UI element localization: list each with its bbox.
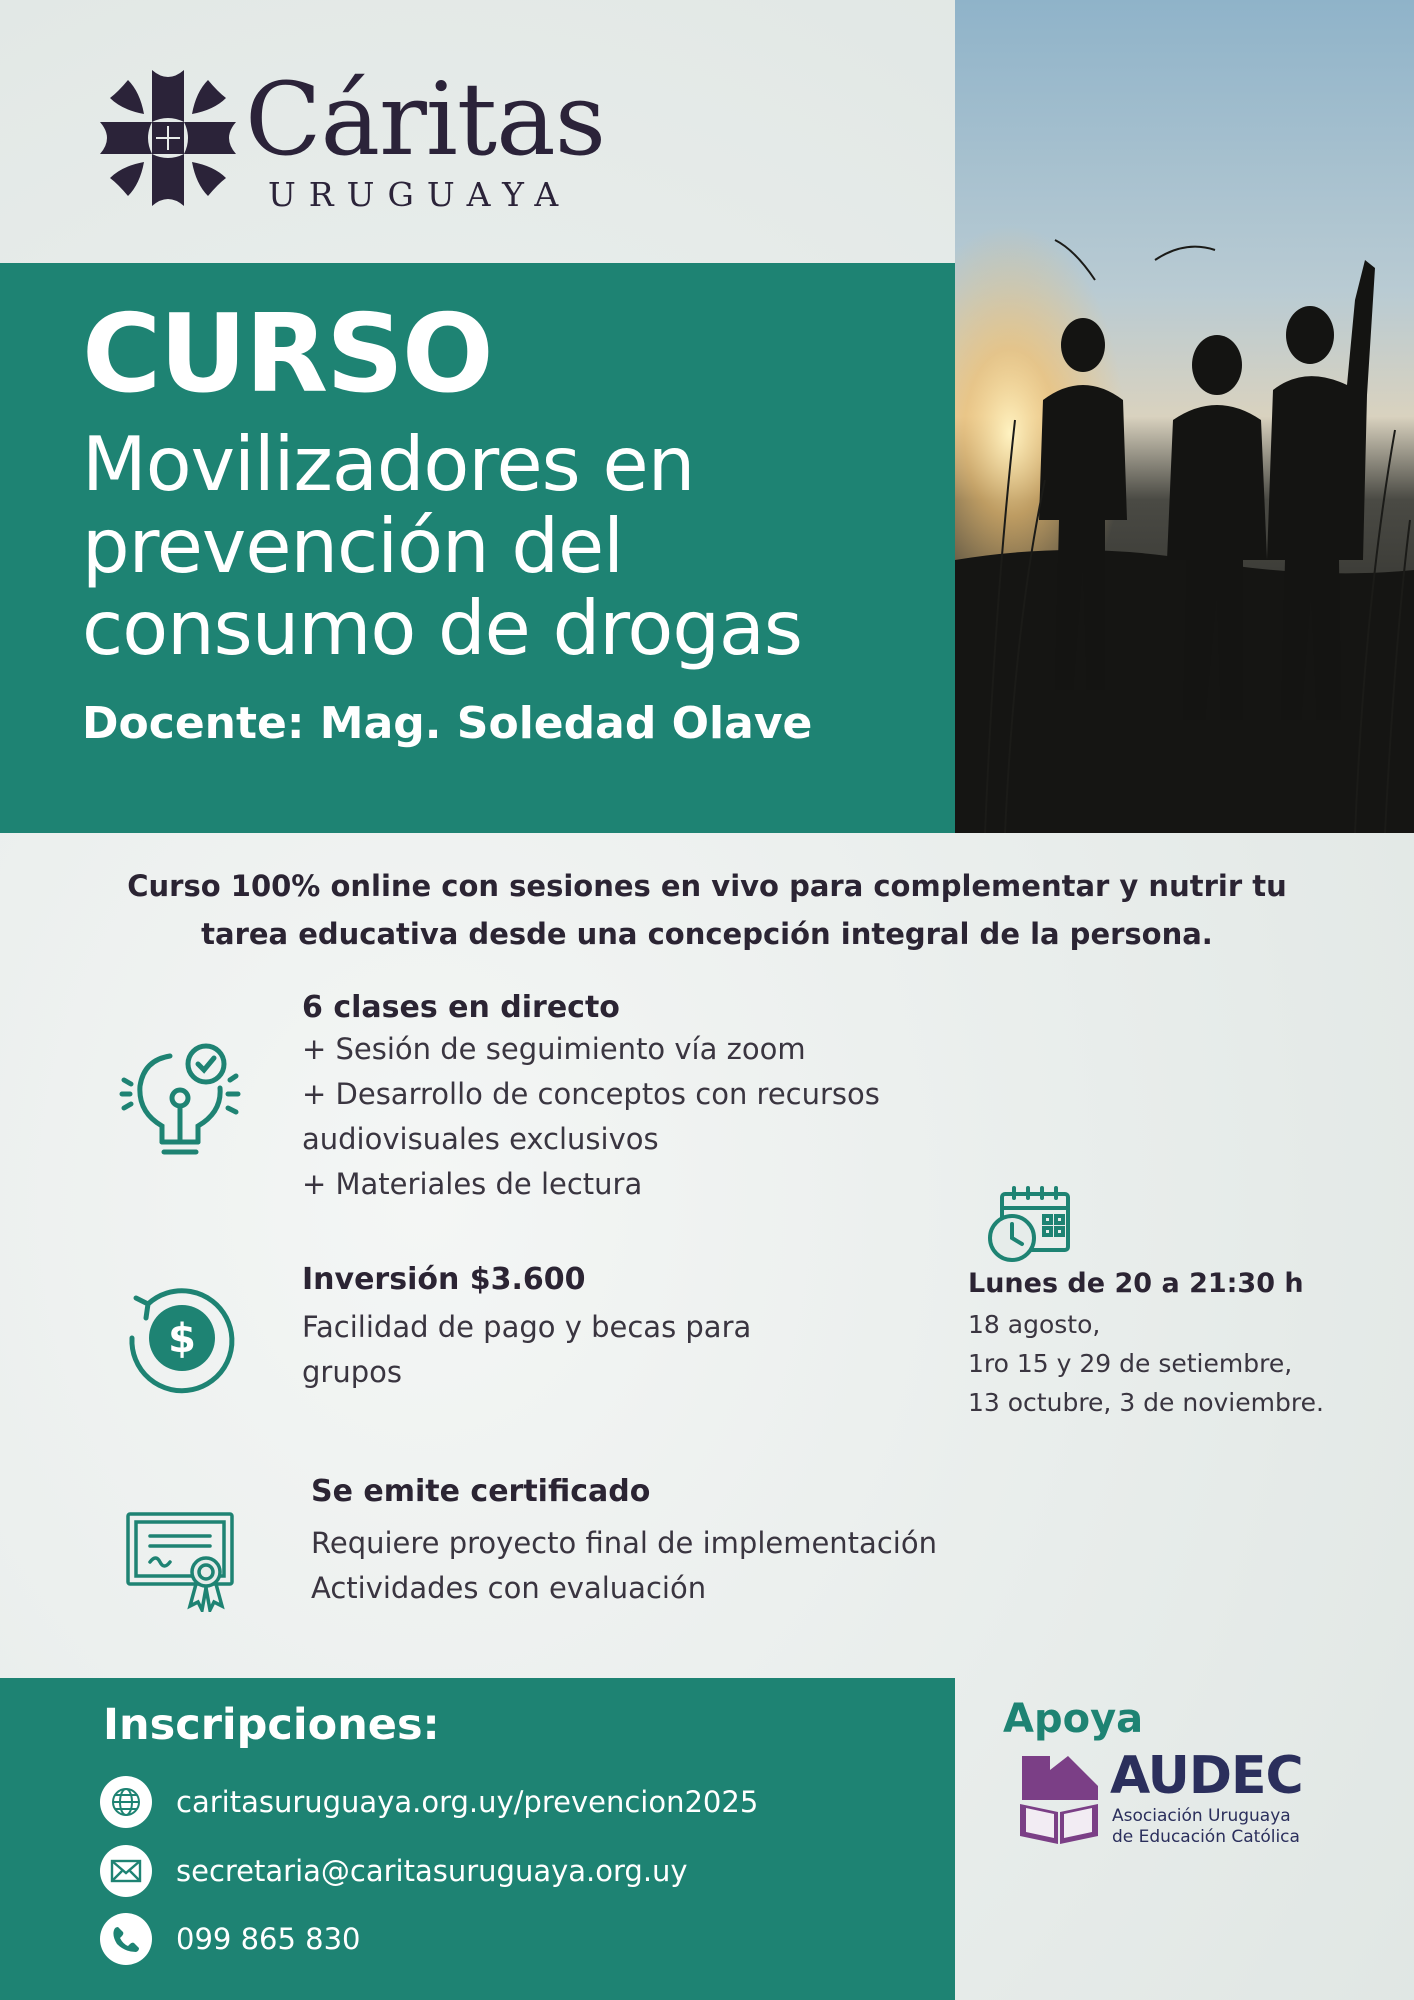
feature-schedule [968,1268,1324,1422]
hero-banner [0,263,955,833]
feature-line: audiovisuales exclusivos [302,1122,659,1156]
phone-icon [100,1913,152,1965]
feature-line: 13 octubre, 3 de noviembre. [968,1388,1324,1417]
caritas-cross-icon [100,70,236,206]
sponsor-label: Apoya [1003,1696,1144,1742]
feature-price [302,1262,751,1395]
contact-web[interactable] [100,1775,758,1829]
sponsor-description [1112,1806,1300,1848]
contact-email[interactable] [100,1844,688,1898]
course-title-line: consumo de drogas [82,584,802,672]
contact-email-link[interactable]: secretaria@caritasuruguaya.org.uy [176,1854,688,1888]
course-title-line: Movilizadores en [82,420,695,508]
feature-line: Facilidad de pago y becas para [302,1310,752,1344]
feature-line: Requiere proyecto final de implementación [311,1526,937,1560]
intro-line: Curso 100% online con sesiones en vivo para complementar y nutrir tu [127,869,1287,903]
audec-logo [1018,1748,1318,1848]
calendar-clock-icon [986,1186,1074,1270]
feature-title: Se emite certificado [311,1474,651,1509]
hero-photo [955,0,1414,833]
contact-web-link[interactable]: caritasuruguaya.org.uy/prevencion2025 [176,1785,759,1819]
feature-title: Inversión $3.600 [302,1262,586,1297]
lightbulb-check-icon [118,1038,242,1168]
registration-footer [0,1678,955,2000]
feature-line: 18 agosto, [968,1310,1101,1339]
feature-line: + Desarrollo de conceptos con recursos [302,1077,880,1111]
feature-line: + Materiales de lectura [302,1167,643,1201]
feature-line: + Sesión de seguimiento vía zoom [302,1032,806,1066]
intro-text [70,862,1344,958]
feature-certificate [311,1474,937,1611]
feature-line: grupos [302,1355,402,1389]
feature-classes [302,990,880,1207]
svg-text:$: $ [168,1316,196,1362]
logo-subtitle: URUGUAYA [268,175,572,214]
feature-line: 1ro 15 y 29 de setiembre, [968,1349,1293,1378]
sponsor-name: AUDEC [1110,1746,1303,1806]
certificate-icon [126,1510,238,1616]
feature-lines [302,1027,880,1207]
contact-phone-number[interactable]: 099 865 830 [176,1922,361,1956]
feature-line: Actividades con evaluación [311,1571,707,1605]
contact-phone[interactable] [100,1912,361,1966]
sponsor-line: de Educación Católica [1112,1827,1300,1847]
sponsor-line: Asociación Uruguaya [1112,1806,1291,1826]
teacher-line: Docente: Mag. Soledad Olave [82,698,813,749]
feature-lines [302,1305,751,1395]
intro-line: tarea educativa desde una concepción integral de la persona. [201,917,1213,951]
mail-icon [100,1845,152,1897]
caritas-logo [100,61,620,220]
logo-wordmark: Cáritas [245,61,606,178]
course-kicker: CURSO [82,292,492,417]
feature-title: Lunes de 20 a 21:30 h [968,1268,1304,1299]
dollar-cycle-icon [120,1276,244,1404]
feature-title: 6 clases en directo [302,990,620,1025]
course-title [82,420,942,672]
feature-lines [311,1521,937,1611]
audec-house-book-icon [1018,1748,1100,1848]
course-title-line: prevención del [82,502,623,590]
feature-lines [968,1305,1324,1422]
registration-heading: Inscripciones: [103,1700,440,1750]
globe-icon [100,1776,152,1828]
